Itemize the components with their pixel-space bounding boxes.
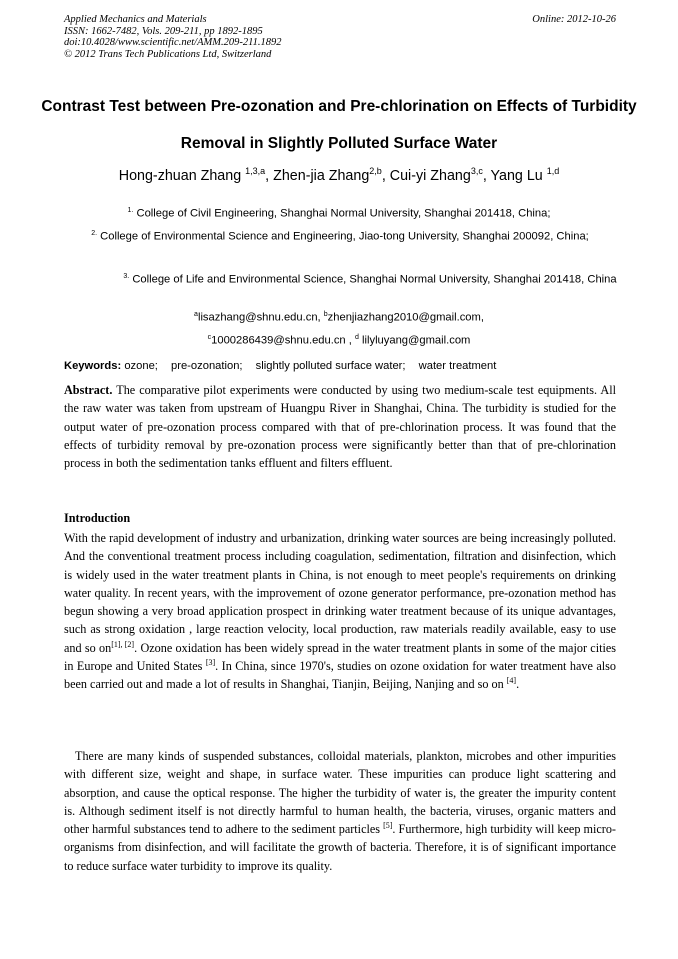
- citation[interactable]: [1], [2]: [111, 639, 135, 649]
- online-date: Online: 2012-10-26: [532, 14, 616, 25]
- doi-line: doi:10.4028/www.scientific.net/AMM.209-211.1892: [64, 37, 282, 48]
- citation[interactable]: [3]: [205, 658, 216, 668]
- keyword: ozone;: [124, 360, 158, 372]
- email-link[interactable]: lilyluyang@gmail.com: [362, 334, 471, 347]
- abstract-label: Abstract.: [64, 383, 113, 397]
- author-name: Hong-zhuan Zhang: [118, 167, 242, 184]
- journal-header: [64, 14, 616, 60]
- author-sup: 1,3,a: [245, 166, 266, 176]
- keywords-line: [64, 360, 616, 372]
- abstract: [64, 381, 616, 472]
- paper-title: Contrast Test between Pre-ozonation and Pre-chlorination on Effects of Turbidity Removal in Slightly Polluted Surface Water: [41, 98, 637, 152]
- citation[interactable]: [5]: [383, 821, 393, 831]
- author-name: Zhen-jia Zhang: [273, 167, 370, 184]
- affiliation-num: 2.: [91, 230, 98, 237]
- copyright-line: © 2012 Trans Tech Publications Ltd, Switzerland: [64, 48, 272, 60]
- issn-line: ISSN: 1662-7482, Vols. 209-211, pp 1892-1895: [64, 25, 263, 37]
- affiliation-2: [64, 224, 616, 247]
- citation[interactable]: [4]: [506, 676, 517, 686]
- author-sup: 1,d: [546, 166, 560, 176]
- intro-paragraph-1: With the rapid development of industry and urbanization, drinking water sources are being increasingly polluted. And the conventional treatment process including coagulation, sedimentation, filtration and disinfection, which is widely used in the water treatment plants in China, is not enough to meet people's requirements on drinking water quality. In recent years, with the improvement of ozone generator performance, pre-ozonation method has begun showing a very broad application prospect in drinking water treatment because of its unique advantages, such as strong oxidation , large reaction velocity, local production, raw materials readily available, easy to use and so on[1], [2]. Ozone oxidation has been widely spread in the water treatment plants in some of the major cities in Europe and United States [3]. In China, since 1970's, studies on ozone oxidation for water treatment have also been carried out and made a lot of results in Shanghai, Tianjin, Beijing, Nanjing and so on [4].: [64, 531, 617, 692]
- keyword: pre-ozonation;: [171, 360, 243, 372]
- email-line-1: $^a$lisazhang@shnu.edu.cn, $^b$zhenjiazhang2010@gmail.com,: [194, 311, 484, 324]
- keywords-label: Keywords:: [64, 360, 122, 372]
- affiliation-1: [40, 201, 638, 224]
- author-name: Yang Lu: [490, 167, 543, 184]
- author-list: Hong-zhuan Zhang $^{1,3,a}$, Zhen-jia Zhang$^{2,b}$, Cui-yi Zhang$^{3,c}$, Yang Lu $^{1,d}$: [118, 166, 560, 184]
- email-link[interactable]: zhenjiazhang2010@gmail.com,: [327, 311, 484, 324]
- affiliation-text: College of Environmental Science and Engineering, Jiao-tong University, Shanghai 200092, China;: [100, 230, 589, 243]
- journal-name: Applied Mechanics and Materials: [64, 14, 207, 25]
- affiliation-text: College of Civil Engineering, Shanghai Normal University, Shanghai 201418, China;: [136, 207, 551, 220]
- email-link[interactable]: lisazhang@shnu.edu.cn,: [197, 311, 321, 324]
- keyword: slightly polluted surface water;: [255, 360, 406, 372]
- email-link[interactable]: 1000286439@shnu.edu.cn ,: [211, 334, 352, 347]
- affiliation-text: College of Life and Environmental Science, Shanghai Normal University, Shanghai 201418, China: [132, 273, 617, 286]
- abstract-text: The comparative pilot experiments were conducted by using two medium-scale test equipments. All the raw water was taken from upstream of Huangpu River in Shanghai, China. The turbidity is studied for the output water of pre-ozonation process compared with that of pre-chlorination process. It was found that the effects of turbidity removal by pre-ozonation process were significantly better than that of pre-chlorination process in both the sedimentation tanks effluent and filters effluent.: [64, 383, 617, 471]
- author-sup: 2,b: [369, 166, 382, 176]
- intro-paragraph-2: There are many kinds of suspended substances, colloidal materials, plankton, microbes and other impurities with different size, weight and shape, in surface water. These impurities can produce light scattering and absorption, and cause the optical response. The higher the turbidity of water is, the greater the impurity content is. Although sediment itself is not directly harmful to human health, the bacteria, viruses, organic matters and other harmful substances tend to adhere to the sediment particles [5]. Furthermore, high turbidity will keep micro-organisms from disinfection, and will facilitate the growth of bacteria. Therefore, it is of significant importance to reduce surface water turbidity to improve its quality.: [64, 749, 616, 873]
- email-line-2: $^c$1000286439@shnu.edu.cn , $^d$ lilyluyang@gmail.com: [207, 334, 471, 347]
- affiliation-3: [120, 267, 620, 290]
- author-sup: 3,c: [470, 166, 483, 176]
- author-name: Cui-yi Zhang: [389, 167, 471, 184]
- keyword: water treatment: [418, 360, 497, 372]
- affiliation-num: 3.: [123, 273, 130, 280]
- affiliation-num: 1.: [127, 207, 134, 214]
- section-heading-introduction: Introduction: [64, 511, 131, 525]
